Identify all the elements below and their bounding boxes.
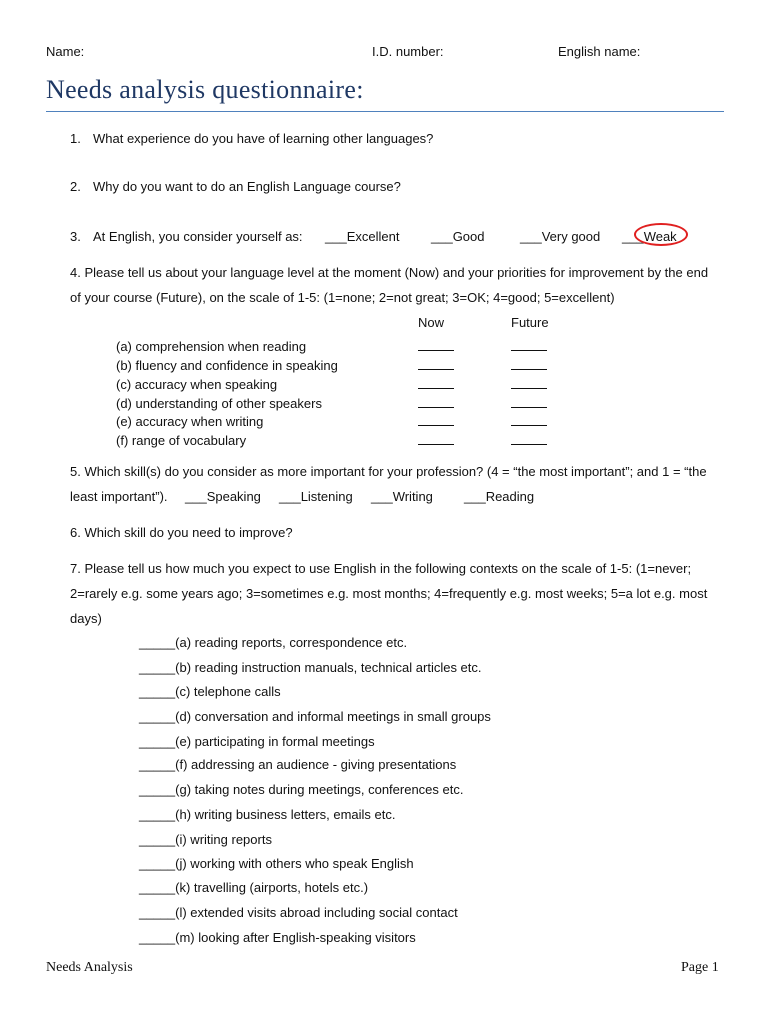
q7-item: _____(h) writing business letters, emails etc.	[139, 807, 396, 822]
q7-item: _____(g) taking notes during meetings, conferences etc.	[139, 782, 464, 797]
q7-item: _____(l) extended visits abroad including social contact	[139, 905, 458, 920]
q5-option-listening: ___Listening	[279, 489, 353, 504]
q5-option-writing: ___Writing	[371, 489, 433, 504]
q4-future-blank[interactable]	[511, 358, 547, 374]
q4-item: (b) fluency and confidence in speaking	[116, 358, 338, 373]
q4-future-blank[interactable]	[511, 339, 547, 355]
footer-title: Needs Analysis	[46, 960, 133, 975]
q7-text-line2: 2=rarely e.g. some years ago; 3=sometimes e.g. most months; 4=frequently e.g. most weeks; 5=a lot e.g. most	[70, 586, 708, 601]
q7-item: _____(m) looking after English-speaking visitors	[139, 930, 416, 945]
q3-option-excellent: ___Excellent	[325, 229, 400, 244]
q4-future-blank[interactable]	[511, 414, 547, 430]
q4-item: (f) range of vocabulary	[116, 433, 247, 448]
q4-column-now: Now	[418, 315, 445, 330]
q4-future-blank[interactable]	[511, 396, 547, 412]
q2-number: 2.	[70, 179, 81, 194]
q3-option-very-good: ___Very good	[520, 229, 601, 244]
q5-option-speaking: ___Speaking	[185, 489, 261, 504]
q3-option-weak: ___Weak	[622, 229, 677, 244]
q4-item: (c) accuracy when speaking	[116, 377, 278, 392]
q4-now-blank[interactable]	[418, 414, 454, 430]
english-name-label: English name:	[558, 44, 641, 59]
q4-item: (d) understanding of other speakers	[116, 396, 322, 411]
q4-now-blank[interactable]	[418, 433, 454, 449]
q4-now-blank[interactable]	[418, 358, 454, 374]
q4-future-blank[interactable]	[511, 377, 547, 393]
q7-item: _____(d) conversation and informal meetings in small groups	[139, 709, 491, 724]
q4-now-blank[interactable]	[418, 396, 454, 412]
q4-now-blank[interactable]	[418, 339, 454, 355]
page-number: Page 1	[681, 960, 719, 975]
q7-text-line1: 7. Please tell us how much you expect to use English in the following contexts on the scale of 1-5: (1=never;	[70, 561, 692, 576]
q7-item: _____(e) participating in formal meetings	[139, 734, 375, 749]
q1-text: What experience do you have of learning other languages?	[93, 131, 434, 146]
q4-text-line2: of your course (Future), on the scale of 1-5: (1=none; 2=not great; 3=OK; 4=good; 5=excellent)	[70, 290, 615, 305]
q1-number: 1.	[70, 131, 81, 146]
q3-text: At English, you consider yourself as:	[93, 229, 303, 244]
q5-option-reading: ___Reading	[464, 489, 535, 504]
q7-item: _____(f) addressing an audience - giving presentations	[139, 757, 457, 772]
circled-answer-mark	[634, 223, 688, 246]
q7-item: _____(c) telephone calls	[139, 684, 281, 699]
q7-item: _____(a) reading reports, correspondence etc.	[139, 635, 408, 650]
q3-option-good: ___Good	[431, 229, 485, 244]
q4-now-blank[interactable]	[418, 377, 454, 393]
title-underline	[46, 111, 724, 112]
q6-text: 6. Which skill do you need to improve?	[70, 525, 293, 540]
q5-text-line1: 5. Which skill(s) do you consider as more important for your profession? (4 = “the most important”; and 1 = “the	[70, 464, 707, 479]
q7-item: _____(j) working with others who speak English	[139, 856, 414, 871]
page-title: Needs analysis questionnaire:	[46, 75, 364, 104]
id-number-label: I.D. number:	[372, 44, 444, 59]
q3-number: 3.	[70, 229, 81, 244]
q2-text: Why do you want to do an English Language course?	[93, 179, 401, 194]
q4-item: (e) accuracy when writing	[116, 414, 264, 429]
q4-text-line1: 4. Please tell us about your language level at the moment (Now) and your priorities for improvement by the end	[70, 265, 709, 280]
q7-item: _____(k) travelling (airports, hotels etc.)	[139, 880, 369, 895]
q4-item: (a) comprehension when reading	[116, 339, 307, 354]
q5-text-line2: least important”).	[70, 489, 168, 504]
q4-future-blank[interactable]	[511, 433, 547, 449]
q4-column-future: Future	[511, 315, 549, 330]
q7-item: _____(b) reading instruction manuals, technical articles etc.	[139, 660, 482, 675]
q7-item: _____(i) writing reports	[139, 832, 272, 847]
name-label: Name:	[46, 44, 85, 59]
q7-text-line3: days)	[70, 611, 102, 626]
